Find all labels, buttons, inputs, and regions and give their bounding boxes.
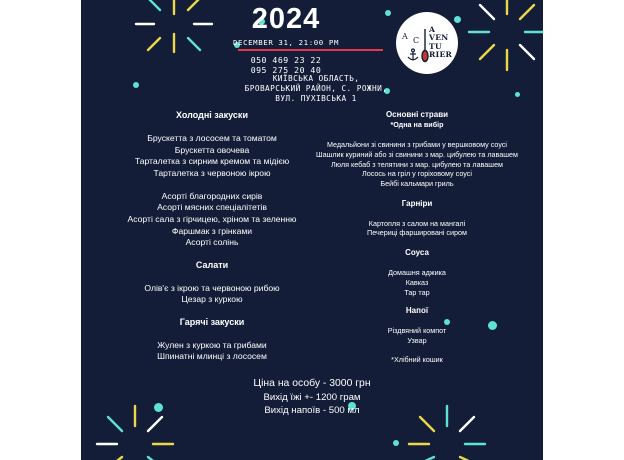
logo-letter-left: A (402, 32, 408, 41)
logo-letter-right: C (413, 36, 420, 45)
menu-item: Брускетта овочева (174, 145, 250, 155)
drinks-yield: Вихід напоїв - 500 мл (264, 405, 360, 416)
section-title-drinks: Напої (405, 306, 429, 315)
menu-item: Асорті сала з гірчицею, хріном та зеленню (127, 214, 297, 224)
aventurier-logo (396, 12, 458, 74)
menu-item: Асорті благородних сирів (161, 191, 263, 201)
menu-item: Цезар з куркою (181, 294, 243, 304)
phone-1: 050 469 23 22 (250, 55, 322, 65)
menu-item: Шашлик куриний або зі свинини з мар. цибулею та лавашем (315, 150, 518, 159)
logo-text-line: A (429, 25, 436, 34)
section-title-salads: Салати (195, 260, 229, 270)
year-heading: 2024 (251, 3, 321, 35)
section-title-sauces: Соуса (405, 248, 429, 257)
section-title-sides: Гарніри (401, 199, 433, 208)
logo-text-line: RIER (429, 50, 453, 60)
logo-text (429, 26, 457, 60)
menu-item: Фаршмак з грінками (171, 226, 253, 236)
mains-note: *Одна на вибір (390, 120, 444, 129)
menu-item: Тарталетка з червоною ікрою (153, 168, 271, 178)
decor-dot (515, 92, 520, 97)
menu-item: Олів'є з ікрою та червоною рибою (144, 283, 280, 293)
menu-item: Лосось на гріл у горіховому соусі (362, 169, 472, 178)
address-line-2: БРОВАРСЬКИЙ РАЙОН, С. РОЖНИ, (244, 84, 388, 93)
menu-item: Тарталетка з сирним кремом та мідією (134, 156, 290, 166)
section-title-hot: Гарячі закуски (179, 317, 245, 327)
decor-dot (385, 10, 391, 16)
section-title-mains: Основні страви (385, 110, 449, 119)
menu-item: Люля кебаб з телятини з мар. цибулею та лавашем (330, 160, 504, 169)
decor-dot (133, 82, 139, 88)
menu-item: Різдвяний компот (387, 326, 447, 335)
phone-2: 095 275 20 40 (250, 65, 322, 75)
bread-basket-note: *Хлібний кошик (391, 355, 443, 364)
menu-item: Асорті мясних спеціалітетів (157, 202, 267, 212)
anchor-icon (406, 48, 420, 62)
menu-item: Шпинатні млинці з лососем (157, 351, 267, 361)
decor-dot (454, 16, 461, 23)
header-divider (238, 49, 383, 51)
menu-item: Тар тар (404, 288, 430, 297)
menu-item: Домашня аджика (388, 268, 446, 277)
menu-item: Бейбі кальмари гриль (380, 179, 454, 188)
menu-item: Печериці фаршировані сиром (367, 228, 467, 237)
menu-item: Кавказ (405, 278, 429, 287)
food-yield: Вихід їжі +- 1200 грам (263, 392, 361, 403)
menu-item: Медальйони зі свинини з грибами у вершковому соусі (326, 140, 508, 149)
firework-bottom-right-icon (405, 402, 489, 460)
menu-poster (81, 0, 543, 460)
menu-item: Жулен з куркою та грибами (157, 340, 267, 350)
firework-top-left-icon (129, 0, 219, 60)
menu-item: Асорті солінь (185, 237, 239, 247)
menu-item: Картопля з салом на мангалі (368, 219, 466, 228)
decor-dot (154, 403, 163, 412)
logo-text-line: TU (429, 41, 442, 51)
menu-item: Брускетта з лососем та томатом (147, 133, 277, 143)
address-line-1: КИЇВСЬКА ОБЛАСТЬ, (272, 74, 360, 83)
decor-dot (444, 319, 450, 325)
firework-top-right-icon (465, 0, 543, 74)
event-date-time: DECEMBER 31, 21:00 PM (232, 38, 340, 47)
section-title-cold: Холодні закуски (176, 110, 248, 120)
menu-item: Узвар (407, 336, 427, 345)
logo-text-line: VEN (429, 33, 449, 43)
decor-dot (393, 440, 399, 446)
address-line-3: ВУЛ. ПУХІВСЬКА 1 (275, 94, 357, 103)
firework-bottom-left-icon (95, 400, 175, 460)
price-per-person: Ціна на особу - 3000 грн (253, 378, 371, 389)
